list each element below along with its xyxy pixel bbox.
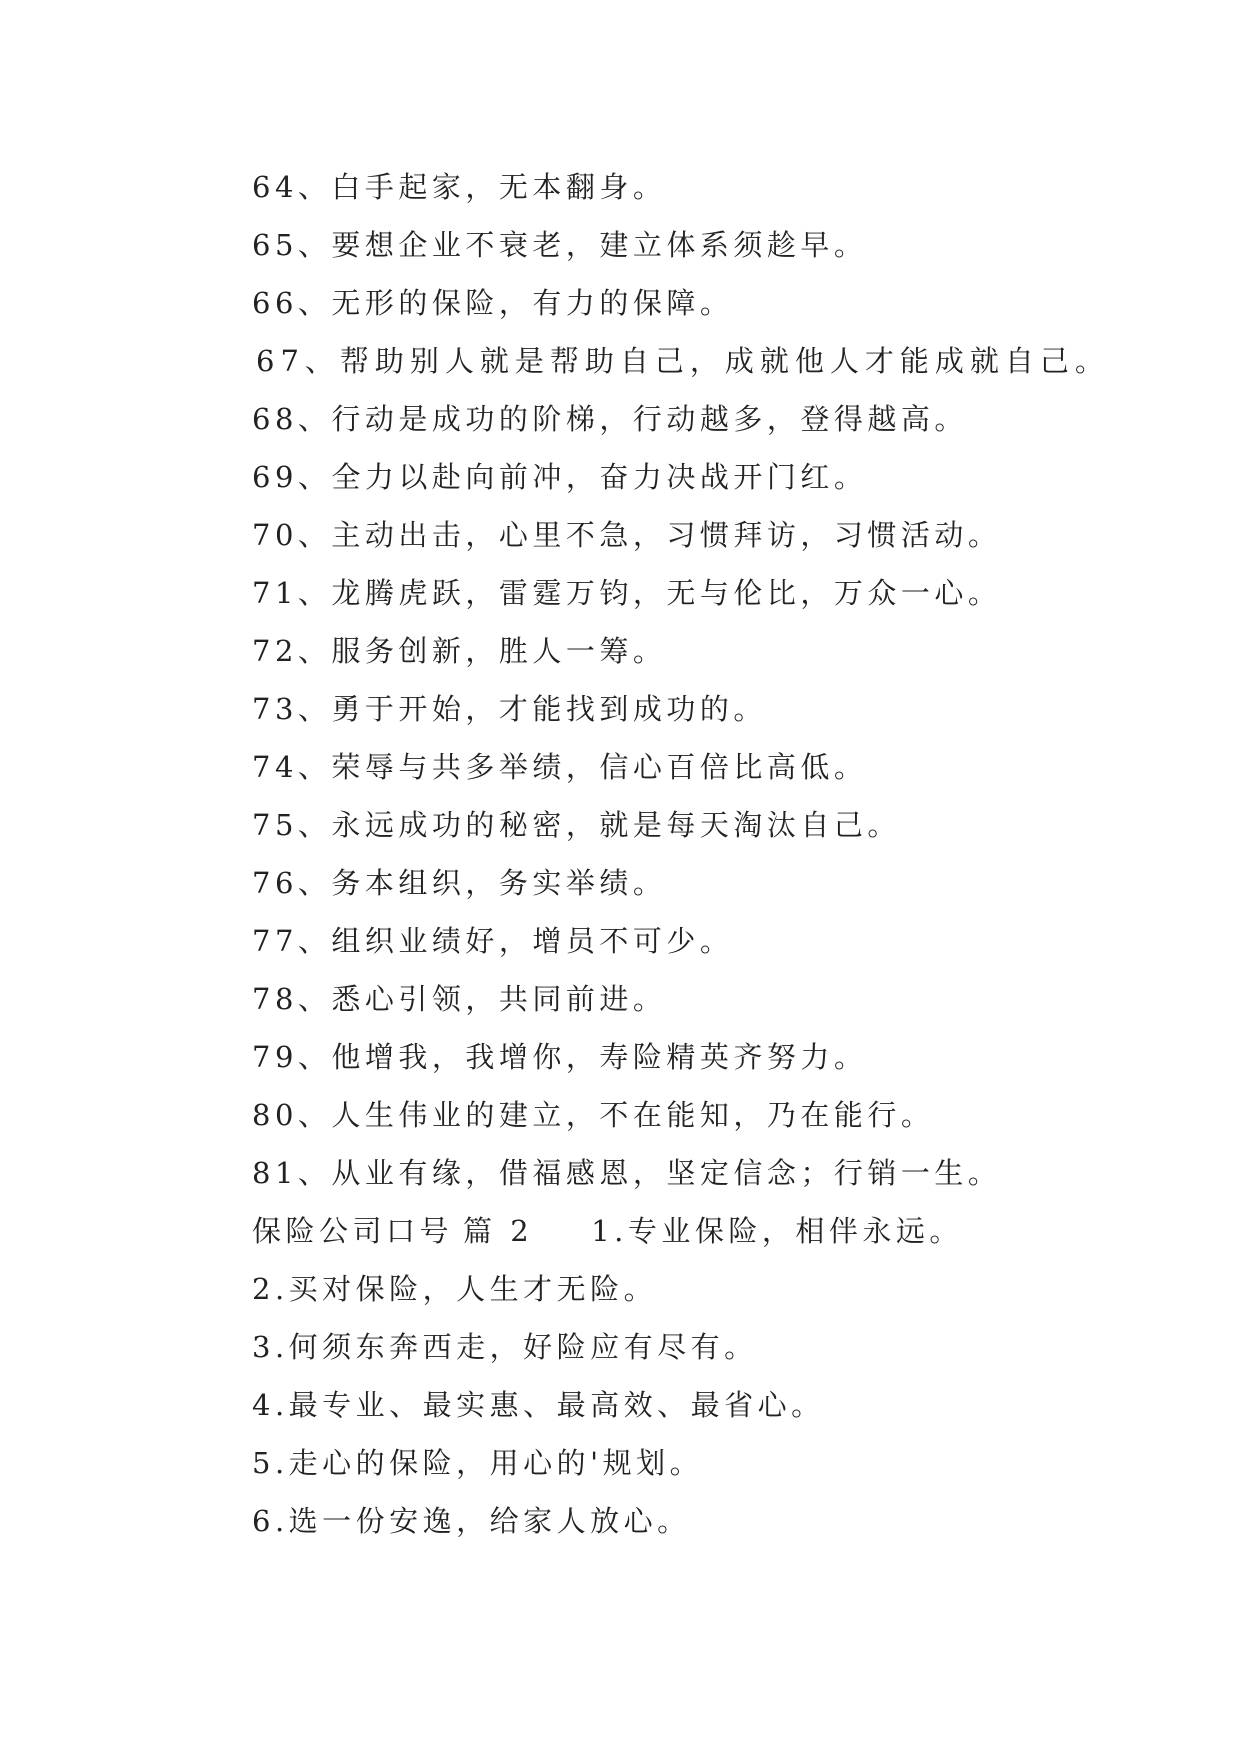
document-body	[252, 158, 1152, 1550]
slogan-line-70: 70、主动出击，心里不急，习惯拜访，习惯活动。	[252, 518, 1002, 552]
slogan-line-78: 78、悉心引领，共同前进。	[252, 982, 667, 1016]
section-item-3: 3.何须东奔西走，好险应有尽有。	[252, 1330, 758, 1364]
slogan-line-68: 68、行动是成功的阶梯，行动越多，登得越高。	[252, 402, 968, 436]
slogan-line-71: 71、龙腾虎跃，雷霆万钧，无与伦比，万众一心。	[252, 576, 1002, 610]
section-item-6: 6.选一份安逸，给家人放心。	[252, 1504, 691, 1538]
slogan-line-66: 66、无形的保险，有力的保障。	[252, 286, 734, 320]
section-title: 保险公司口号	[252, 1214, 454, 1248]
section-item-2: 2.买对保险，人生才无险。	[252, 1272, 658, 1306]
section-part-label: 篇 2	[463, 1214, 534, 1248]
slogan-line-69: 69、全力以赴向前冲，奋力决战开门红。	[252, 460, 868, 494]
slogan-line-79: 79、他增我，我增你，寿险精英齐努力。	[252, 1040, 868, 1074]
slogan-line-80: 80、人生伟业的建立，不在能知，乃在能行。	[252, 1098, 935, 1132]
slogan-line-75: 75、永远成功的秘密，就是每天淘汰自己。	[252, 808, 901, 842]
section-item-4: 4.最专业、最实惠、最高效、最省心。	[252, 1388, 825, 1422]
section-heading-line	[252, 1202, 1152, 1260]
slogan-line-76: 76、务本组织，务实举绩。	[252, 866, 667, 900]
slogan-line-77: 77、组织业绩好，增员不可少。	[252, 924, 734, 958]
section-item-1: 1.专业保险，相伴永远。	[591, 1214, 963, 1248]
slogan-line-81: 81、从业有缘，借福感恩，坚定信念；行销一生。	[252, 1156, 1002, 1190]
slogan-line-72: 72、服务创新，胜人一筹。	[252, 634, 667, 668]
slogan-line-65: 65、要想企业不衰老，建立体系须趁早。	[252, 228, 868, 262]
section-item-5: 5.走心的保险，用心的'规划。	[252, 1446, 704, 1480]
slogan-line-67: 67、帮助别人就是帮助自己，成就他人才能成就自己。	[256, 344, 1110, 378]
slogan-line-74: 74、荣辱与共多举绩，信心百倍比高低。	[252, 750, 868, 784]
slogan-line-73: 73、勇于开始，才能找到成功的。	[252, 692, 767, 726]
slogan-line-64: 64、白手起家，无本翻身。	[252, 170, 667, 204]
